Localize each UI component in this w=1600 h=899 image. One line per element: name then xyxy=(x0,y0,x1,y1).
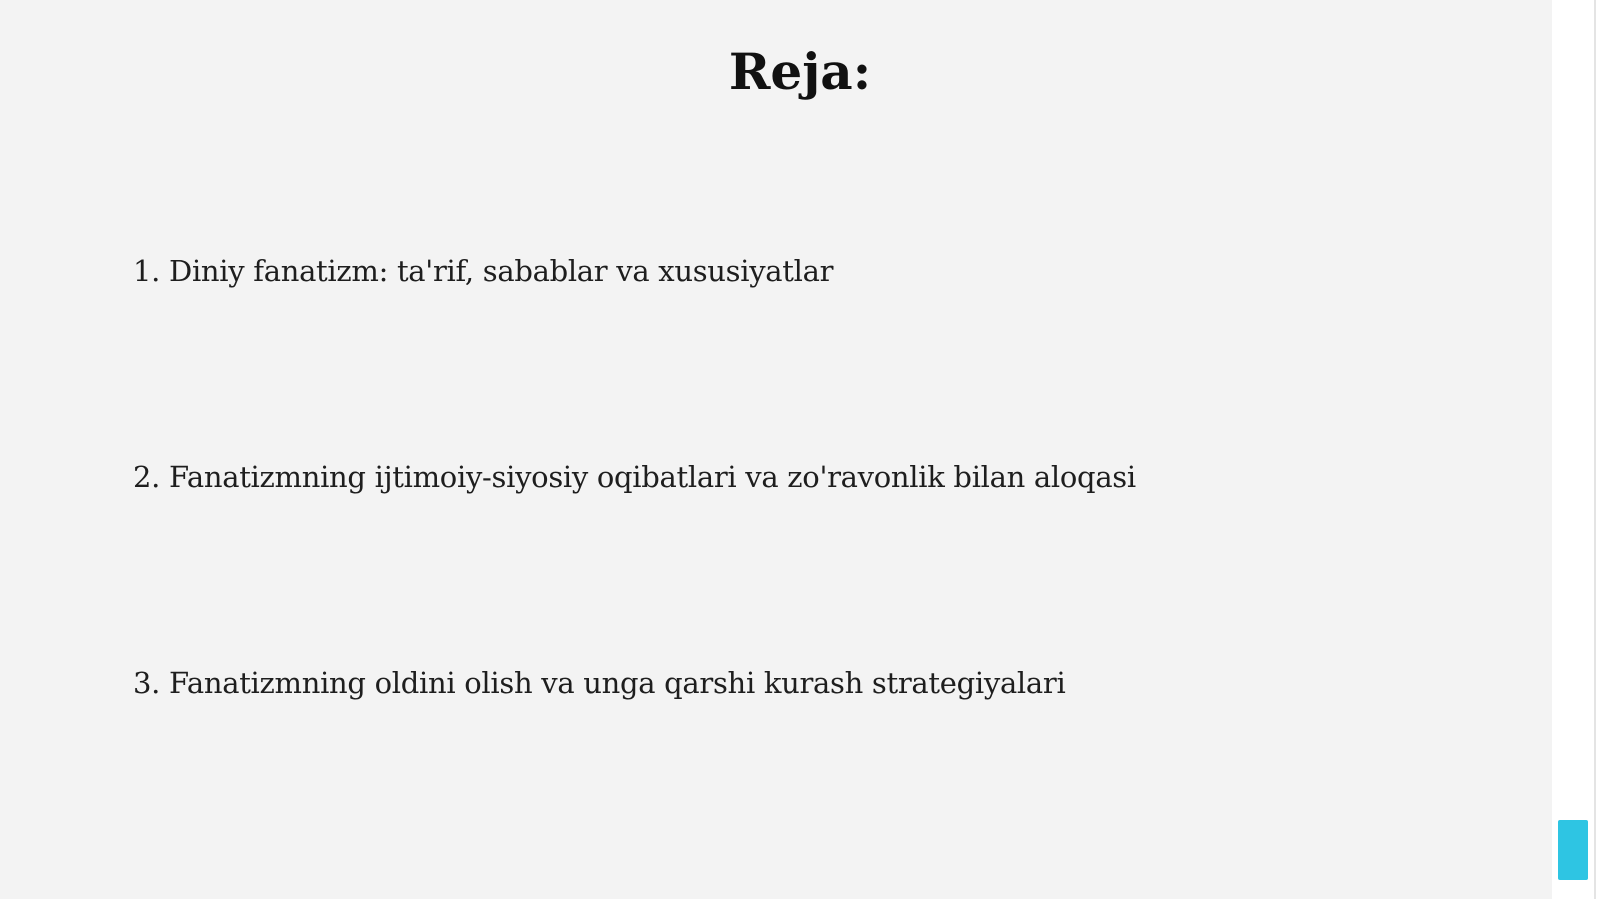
slide-title: Reja: xyxy=(728,42,872,101)
plan-item-1: 1. Diniy fanatizm: ta'rif, sabablar va xususiyatlar xyxy=(133,254,834,288)
scrollbar-thumb[interactable] xyxy=(1558,820,1588,880)
scrollbar-track[interactable] xyxy=(1552,0,1600,899)
plan-item-2: 2. Fanatizmning ijtimoiy-siyosiy oqibatlari va zo'ravonlik bilan aloqasi xyxy=(133,460,1136,494)
page-edge-divider xyxy=(1594,0,1596,899)
plan-item-3: 3. Fanatizmning oldini olish va unga qarshi kurash strategiyalari xyxy=(133,666,1066,700)
